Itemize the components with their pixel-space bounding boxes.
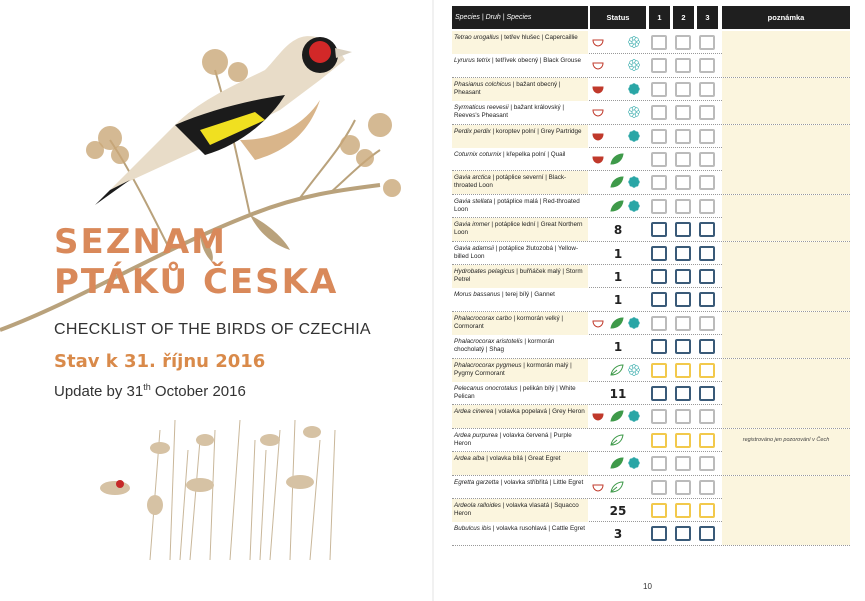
- status-cell: [590, 265, 646, 288]
- date-en-sup: th: [143, 382, 151, 392]
- header-col1: 1: [649, 6, 670, 29]
- status-cell: [590, 125, 646, 148]
- status-cell: [590, 171, 646, 194]
- status-cell: [590, 31, 646, 54]
- migration-leaf-icon: [610, 410, 624, 422]
- table-row: [452, 476, 850, 499]
- species-common: | terej bílý | Gannet: [500, 291, 555, 299]
- table-row: [452, 31, 850, 54]
- migration-leaf-icon: [610, 200, 624, 212]
- migration-leaf-icon: [610, 317, 624, 329]
- status-cell: [590, 101, 646, 124]
- record-count: 25: [609, 504, 627, 518]
- species-latin: Lyrurus tetrix: [454, 57, 491, 65]
- header-species: Species | Druh | Species: [452, 6, 588, 29]
- note-cell: [722, 522, 850, 545]
- breeding-bowl-icon: [592, 133, 604, 141]
- cover-title-line1: SEZNAM: [54, 222, 227, 262]
- species-common: | volavka stříbřitá | Little Egret: [498, 478, 584, 486]
- species-common: | volavka rusohlavá | Cattle Egret: [491, 525, 586, 533]
- note-cell: [722, 335, 850, 358]
- tick-box-3[interactable]: [699, 269, 715, 284]
- tick-box-3[interactable]: [699, 480, 715, 495]
- tick-box-2[interactable]: [675, 456, 691, 471]
- tick-box-1[interactable]: [651, 152, 667, 167]
- species-name: [452, 101, 588, 124]
- cover-date-en: [54, 382, 246, 400]
- tick-box-1[interactable]: [651, 526, 667, 541]
- species-latin: Gavia immer: [454, 221, 490, 229]
- species-name: [452, 171, 588, 194]
- status-cell: [590, 452, 646, 475]
- status-cell: [590, 195, 646, 218]
- species-common: | volavka bílá | Great Egret: [484, 455, 561, 463]
- record-count: 1: [613, 246, 623, 261]
- tick-box-3[interactable]: [699, 526, 715, 541]
- date-en-pre: Update by 31: [54, 383, 144, 400]
- status-cell: [590, 405, 646, 428]
- wintering-star-icon: [628, 410, 640, 422]
- species-common: | křepelka polní | Quail: [501, 151, 566, 158]
- tick-box-3[interactable]: [699, 339, 715, 354]
- table-row: [452, 359, 850, 382]
- wintering-star-icon: [628, 200, 640, 212]
- status-cell: [590, 429, 646, 452]
- table-row: [452, 405, 850, 428]
- cover-title-line2: PTÁKŮ ČESKA: [54, 262, 339, 302]
- species-name: [452, 242, 588, 265]
- tick-box-1[interactable]: [651, 269, 667, 284]
- note-cell: [722, 265, 850, 288]
- status-cell: [590, 476, 646, 499]
- note-cell: [722, 405, 850, 428]
- species-name: [452, 335, 588, 358]
- cover-subtitle: CHECKLIST OF THE BIRDS OF CZECHIA: [54, 321, 371, 338]
- tick-box-1[interactable]: [651, 246, 667, 261]
- tick-box-2[interactable]: [675, 199, 691, 214]
- tick-box-2[interactable]: [675, 316, 691, 331]
- tick-box-3[interactable]: [699, 316, 715, 331]
- tick-box-3[interactable]: [699, 246, 715, 261]
- wintering-star-icon: [628, 36, 640, 48]
- tick-box-1[interactable]: [651, 35, 667, 50]
- species-common: | tetřívek obecný | Black Grouse: [490, 57, 582, 65]
- note-cell: [722, 148, 850, 171]
- tick-box-3[interactable]: [699, 292, 715, 307]
- species-common: | potáplice severní | Black-throated Loon: [454, 174, 567, 190]
- species-name: [452, 429, 588, 452]
- tick-box-2[interactable]: [675, 480, 691, 495]
- species-common: | kormorán chocholatý | Shag: [454, 338, 555, 354]
- tick-box-2[interactable]: [675, 339, 691, 354]
- wintering-star-icon: [628, 59, 640, 71]
- species-latin: Phalacrocorax carbo: [454, 314, 512, 322]
- date-en-post: October 2016: [150, 383, 246, 400]
- species-name: [452, 522, 588, 545]
- tick-box-2[interactable]: [675, 129, 691, 144]
- tick-box-2[interactable]: [675, 292, 691, 307]
- breeding-bowl-icon: [592, 484, 604, 492]
- tick-box-3[interactable]: [699, 199, 715, 214]
- species-name: [452, 31, 588, 54]
- tick-box-1[interactable]: [651, 175, 667, 190]
- species-latin: Morus bassanus: [454, 291, 501, 299]
- migration-leaf-icon: [610, 176, 624, 188]
- tick-box-1[interactable]: [651, 503, 667, 518]
- species-common: | bažant obecný | Pheasant: [454, 80, 561, 96]
- tick-box-2[interactable]: [675, 386, 691, 401]
- species-latin: Ardea purpurea: [454, 431, 498, 439]
- status-cell: [590, 382, 646, 405]
- tick-box-1[interactable]: [651, 409, 667, 424]
- tick-box-2[interactable]: [675, 246, 691, 261]
- species-common: | koroptev polní | Grey Partridge: [490, 127, 582, 135]
- header-col2: 2: [673, 6, 694, 29]
- tick-box-3[interactable]: [699, 363, 715, 378]
- note-cell: [722, 195, 850, 218]
- table-row: [452, 242, 850, 265]
- migration-leaf-icon: [610, 364, 624, 376]
- table-row: [452, 312, 850, 335]
- species-latin: Hydrobates pelagicus: [454, 268, 515, 275]
- species-common: | kormorán malý | Pygmy Cormorant: [454, 361, 572, 377]
- record-count: 11: [609, 387, 627, 401]
- species-common: | volavka červená | Purple Heron: [454, 431, 572, 447]
- tick-box-2[interactable]: [675, 503, 691, 518]
- species-latin: Ardea alba: [454, 455, 485, 463]
- note-cell: [722, 312, 850, 335]
- tick-box-1[interactable]: [651, 222, 667, 237]
- tick-box-3[interactable]: [699, 35, 715, 50]
- note-cell: [722, 31, 850, 54]
- tick-box-1[interactable]: [651, 58, 667, 73]
- tick-box-3[interactable]: [699, 175, 715, 190]
- wintering-star-icon: [628, 130, 640, 142]
- species-latin: Ardea cinerea: [454, 408, 494, 416]
- migration-leaf-icon: [610, 434, 624, 446]
- status-cell: [590, 499, 646, 522]
- breeding-bowl-icon: [592, 109, 604, 117]
- species-name: [452, 54, 588, 77]
- tick-box-1[interactable]: [651, 386, 667, 401]
- species-name: [452, 405, 588, 428]
- species-name: [452, 359, 588, 382]
- tick-box-3[interactable]: [699, 386, 715, 401]
- table-row: [452, 125, 850, 148]
- status-cell: [590, 242, 646, 265]
- tick-box-1[interactable]: [651, 129, 667, 144]
- tick-box-2[interactable]: [675, 82, 691, 97]
- table-row: [452, 171, 850, 194]
- table-row: [452, 148, 850, 171]
- wintering-star-icon: [628, 176, 640, 188]
- cover-title: [54, 222, 338, 302]
- table-row: [452, 288, 850, 311]
- wintering-star-icon: [628, 457, 640, 469]
- page-number: 10: [643, 582, 652, 591]
- record-count: 1: [613, 270, 623, 284]
- note-cell: [722, 288, 850, 311]
- note-cell: [722, 54, 850, 77]
- status-cell: [590, 54, 646, 77]
- wintering-star-icon: [628, 317, 640, 329]
- tick-box-1[interactable]: [651, 292, 667, 307]
- tick-box-1[interactable]: [651, 480, 667, 495]
- species-common: | potáplice žlutozobá | Yellow-billed Loon: [454, 244, 579, 260]
- header-note: poznámka: [722, 6, 850, 29]
- tick-box-3[interactable]: [699, 82, 715, 97]
- tick-box-1[interactable]: [651, 339, 667, 354]
- note-cell: [722, 218, 850, 241]
- breeding-bowl-icon: [592, 39, 604, 47]
- species-latin: Coturnix coturnix: [454, 151, 502, 158]
- note-cell: [722, 125, 850, 148]
- breeding-bowl-icon: [592, 320, 604, 328]
- tick-box-2[interactable]: [675, 363, 691, 378]
- note-cell: [722, 499, 850, 522]
- species-latin: Syrmaticus reevesii: [454, 104, 509, 112]
- status-cell: [590, 359, 646, 382]
- status-cell: [590, 335, 646, 358]
- species-name: [452, 265, 588, 288]
- species-latin: Gavia stellata: [454, 197, 493, 205]
- status-cell: [590, 312, 646, 335]
- tick-box-3[interactable]: [699, 409, 715, 424]
- species-latin: Ardeola ralloides: [454, 502, 501, 509]
- migration-leaf-icon: [610, 153, 624, 165]
- breeding-bowl-icon: [592, 62, 604, 70]
- species-name: [452, 78, 588, 101]
- table-row: [452, 218, 850, 241]
- species-common: | bažant královský | Reeves's Pheasant: [454, 104, 565, 120]
- species-latin: Phasianus colchicus: [454, 80, 512, 88]
- table-row: [452, 195, 850, 218]
- note-cell: [722, 452, 850, 475]
- wintering-star-icon: [628, 83, 640, 95]
- table-row: [452, 54, 850, 77]
- tick-box-3[interactable]: [699, 105, 715, 120]
- species-name: [452, 195, 588, 218]
- status-cell: [590, 148, 646, 171]
- species-name: [452, 382, 588, 405]
- migration-leaf-icon: [610, 481, 624, 493]
- table-row: [452, 429, 850, 452]
- species-latin: Phalacrocorax aristotelis: [454, 338, 523, 346]
- tick-box-3[interactable]: [699, 456, 715, 471]
- tick-box-3[interactable]: [699, 503, 715, 518]
- tick-box-2[interactable]: [675, 409, 691, 424]
- table-row: [452, 522, 850, 545]
- status-cell: [590, 218, 646, 241]
- tick-box-1[interactable]: [651, 316, 667, 331]
- tick-box-1[interactable]: [651, 82, 667, 97]
- table-row: [452, 452, 850, 475]
- record-count: 3: [613, 527, 623, 542]
- species-latin: Phalacrocorax pygmeus: [454, 361, 522, 369]
- table-row: [452, 382, 850, 405]
- tick-box-3[interactable]: [699, 58, 715, 73]
- tick-box-2[interactable]: [675, 433, 691, 448]
- wintering-star-icon: [628, 106, 640, 118]
- header-col3: 3: [697, 6, 718, 29]
- species-name: [452, 499, 588, 522]
- tick-box-2[interactable]: [675, 35, 691, 50]
- note-cell: [722, 359, 850, 382]
- table-row: [452, 499, 850, 522]
- breeding-bowl-icon: [592, 413, 604, 421]
- species-common: | volavka popelavá | Grey Heron: [493, 408, 585, 416]
- species-common: | pelikán bílý | White Pelican: [454, 385, 576, 400]
- record-count: 1: [613, 293, 623, 308]
- page-gutter: [432, 0, 434, 601]
- species-latin: Pelecanus onocrotalus: [454, 385, 518, 392]
- species-common: | potáplice lední | Great Northern Loon: [454, 221, 583, 237]
- species-name: [452, 218, 588, 241]
- breeding-bowl-icon: [592, 156, 604, 164]
- note-cell: registrováno jen pozorování v Čech: [722, 429, 850, 452]
- note-cell: [722, 476, 850, 499]
- note-cell: [722, 101, 850, 124]
- species-name: [452, 148, 588, 171]
- tick-box-2[interactable]: [675, 105, 691, 120]
- tick-box-2[interactable]: [675, 222, 691, 237]
- species-latin: Gavia arctica: [454, 174, 491, 182]
- tick-box-1[interactable]: [651, 105, 667, 120]
- wintering-star-icon: [628, 364, 640, 376]
- tick-box-3[interactable]: [699, 129, 715, 144]
- status-cell: [590, 522, 646, 545]
- species-name: [452, 125, 588, 148]
- species-latin: Gavia adamsii: [454, 244, 494, 252]
- species-latin: Perdix perdix: [454, 127, 491, 135]
- tick-box-2[interactable]: [675, 152, 691, 167]
- note-cell: [722, 78, 850, 101]
- tick-box-1[interactable]: [651, 363, 667, 378]
- cover-date-cz: Stav k 31. říjnu 2016: [54, 351, 266, 372]
- note-cell: [722, 242, 850, 265]
- species-name: [452, 476, 588, 499]
- tick-box-1[interactable]: [651, 456, 667, 471]
- header-status: Status: [590, 6, 646, 29]
- species-common: | volavka vlasatá | Squacco Heron: [454, 502, 579, 517]
- tick-box-1[interactable]: [651, 199, 667, 214]
- table-row: [452, 265, 850, 288]
- status-cell: [590, 288, 646, 311]
- migration-leaf-icon: [610, 457, 624, 469]
- tick-box-1[interactable]: [651, 433, 667, 448]
- species-common: | potáplice malá | Red-throated Loon: [454, 197, 580, 213]
- species-name: [452, 288, 588, 311]
- species-common: | kormorán velký | Cormorant: [454, 314, 563, 330]
- note-cell: [722, 382, 850, 405]
- tick-box-2[interactable]: [675, 175, 691, 190]
- species-latin: Egretta garzetta: [454, 478, 499, 486]
- species-latin: Tetrao urogallus: [454, 34, 499, 41]
- tick-box-3[interactable]: [699, 433, 715, 448]
- tick-box-2[interactable]: [675, 58, 691, 73]
- tick-box-2[interactable]: [675, 526, 691, 541]
- tick-box-2[interactable]: [675, 269, 691, 284]
- record-count: 1: [613, 340, 623, 355]
- note-cell: [722, 171, 850, 194]
- status-cell: [590, 78, 646, 101]
- breeding-bowl-icon: [592, 86, 604, 94]
- table-row: [452, 335, 850, 358]
- species-name: [452, 452, 588, 475]
- species-name: [452, 312, 588, 335]
- cover-page: [0, 0, 432, 601]
- table-row: [452, 78, 850, 101]
- species-latin: Bubulcus ibis: [454, 525, 492, 533]
- tick-box-3[interactable]: [699, 222, 715, 237]
- species-common: | buřňáček malý | Storm Petrel: [454, 268, 583, 283]
- tick-box-3[interactable]: [699, 152, 715, 167]
- record-count: 8: [613, 223, 623, 238]
- table-row: [452, 101, 850, 124]
- species-common: | tetřev hlušec | Capercaillie: [498, 34, 578, 41]
